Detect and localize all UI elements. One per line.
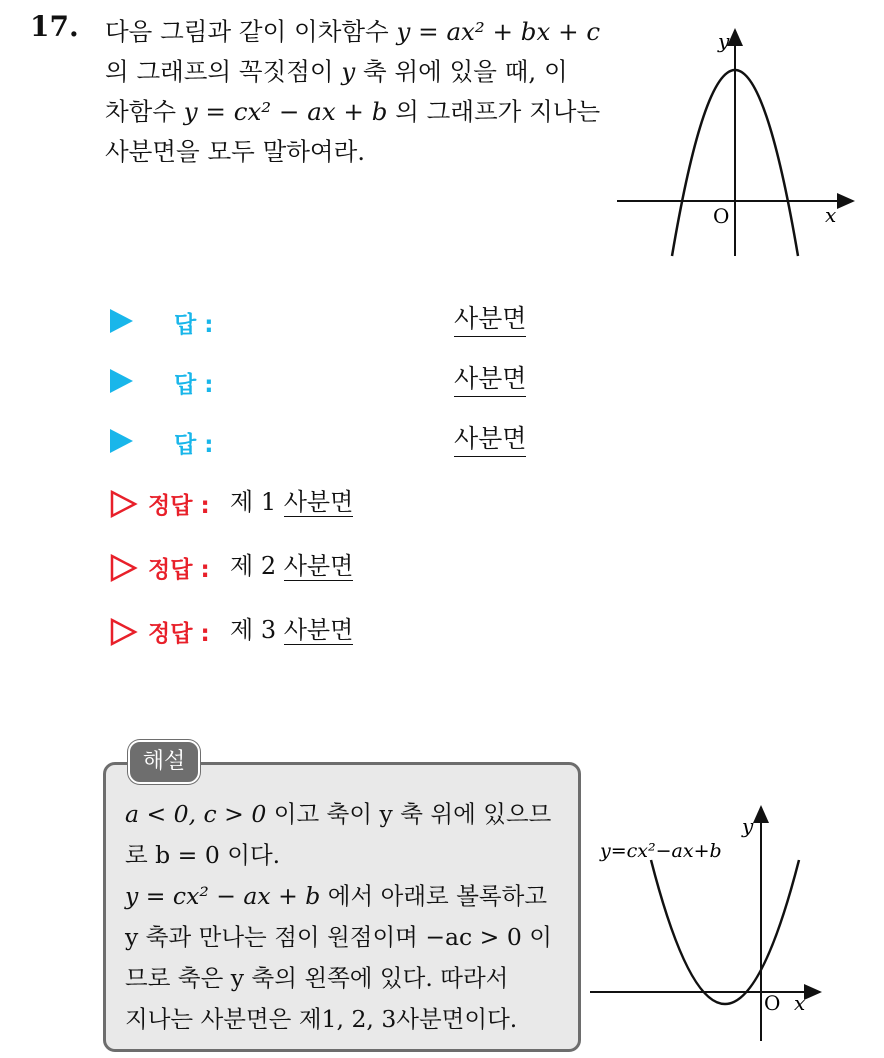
solution-line: a < 0, c > 0 이고 축이 y 축 위에 있으므 bbox=[125, 800, 552, 828]
x-axis-label: x bbox=[794, 991, 806, 1015]
answer-row bbox=[108, 362, 548, 402]
solution-line: y = cx² − ax + b 에서 아래로 볼록하고 bbox=[125, 882, 548, 910]
correct-answer-text: 제 2 사분면 bbox=[230, 552, 354, 580]
answer-label: 답 : bbox=[174, 372, 214, 398]
question-line: 의 그래프의 꼭짓점이 y 축 위에 있을 때, 이 bbox=[105, 57, 568, 86]
solution-line: 므로 축은 y 축의 왼쪽에 있다. 따라서 bbox=[125, 964, 509, 992]
answer-value[interactable]: 사분면 bbox=[454, 422, 526, 457]
solution-tag: 해설 bbox=[128, 740, 200, 784]
correct-answer-label: 정답 : bbox=[148, 557, 210, 583]
curve-label: y=cx²−ax+b bbox=[600, 840, 722, 862]
answer-label: 답 : bbox=[174, 432, 214, 458]
answer-row bbox=[108, 422, 548, 462]
parabola-figure bbox=[615, 28, 865, 268]
y-axis-label: y bbox=[718, 29, 730, 53]
play-triangle-icon bbox=[108, 308, 134, 334]
answer-value[interactable]: 사분면 bbox=[454, 302, 526, 337]
answer-label: 답 : bbox=[174, 312, 214, 338]
y-axis-label: y bbox=[742, 814, 754, 838]
correct-answer-label: 정답 : bbox=[148, 621, 210, 647]
outline-triangle-icon bbox=[110, 618, 138, 646]
correct-answer-label: 정답 : bbox=[148, 493, 210, 519]
correct-answer-text: 제 1 사분면 bbox=[230, 488, 354, 516]
solution-text bbox=[125, 794, 575, 1040]
origin-label: O bbox=[764, 991, 781, 1015]
question-line: 차함수 y = cx² − ax + b 의 그래프가 지나는 bbox=[105, 97, 601, 126]
solution-parabola-figure bbox=[588, 805, 878, 1045]
parabola-curve bbox=[651, 860, 799, 1004]
answer-value[interactable]: 사분면 bbox=[454, 362, 526, 397]
question-line: 사분면을 모두 말하여라. bbox=[105, 137, 366, 166]
correct-answer-text: 제 3 사분면 bbox=[230, 616, 354, 644]
answer-row bbox=[108, 302, 548, 342]
x-axis-label: x bbox=[825, 203, 837, 227]
outline-triangle-icon bbox=[110, 554, 138, 582]
solution-line: 지나는 사분면은 제1, 2, 3사분면이다. bbox=[125, 1005, 518, 1033]
outline-triangle-icon bbox=[110, 490, 138, 518]
question-text bbox=[105, 12, 601, 172]
solution-line: 로 b = 0 이다. bbox=[125, 841, 281, 869]
question-line: 다음 그림과 같이 이차함수 y = ax² + bx + c bbox=[105, 17, 601, 46]
question-number: 17. bbox=[30, 10, 79, 43]
origin-label: O bbox=[713, 204, 730, 228]
solution-line: y 축과 만나는 점이 원점이며 −ac > 0 이 bbox=[125, 923, 552, 951]
play-triangle-icon bbox=[108, 428, 134, 454]
play-triangle-icon bbox=[108, 368, 134, 394]
